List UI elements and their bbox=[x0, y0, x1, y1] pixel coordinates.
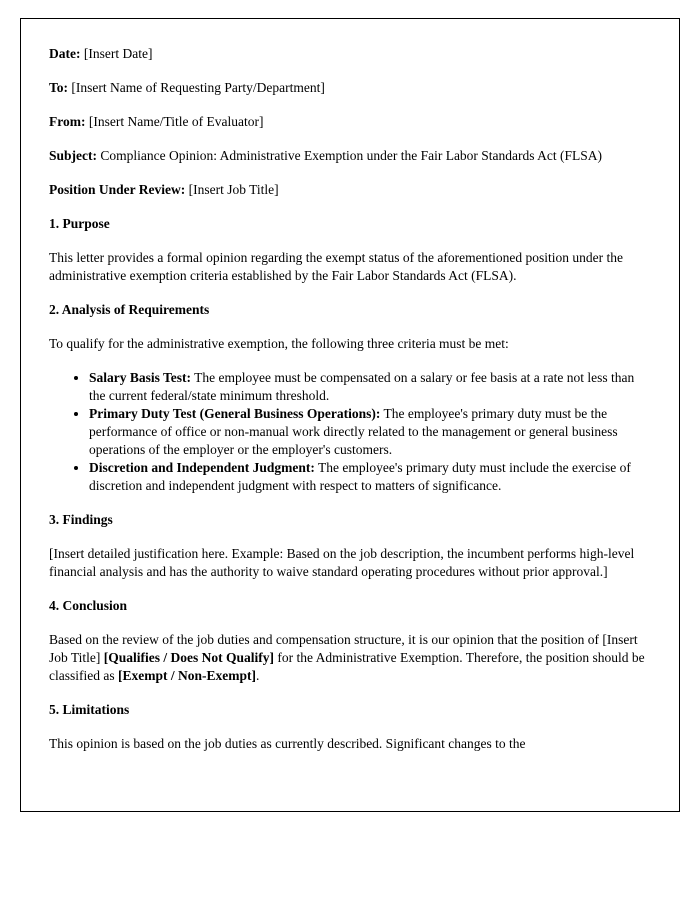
conclusion-body bbox=[49, 631, 651, 685]
position-value: [Insert Job Title] bbox=[185, 182, 279, 197]
to-line bbox=[49, 79, 651, 97]
conclusion-exempt-bold: [Exempt / Non-Exempt] bbox=[117, 668, 256, 683]
from-label: From: bbox=[49, 114, 86, 129]
subject-value: Compliance Opinion: Administrative Exemption under the Fair Labor Standards Act (FLSA) bbox=[97, 148, 603, 163]
purpose-body: This letter provides a formal opinion regarding the exempt status of the aforementioned position under the administrative exemption criteria established by the Fair Labor Standards Act (FLSA). bbox=[49, 250, 623, 283]
date-value: [Insert Date] bbox=[80, 46, 153, 61]
list-item bbox=[89, 405, 651, 459]
date-line bbox=[49, 45, 651, 63]
from-line bbox=[49, 113, 651, 131]
limitations-body: This opinion is based on the job duties as currently described. Significant changes to the bbox=[49, 736, 526, 751]
limitations-heading: 5. Limitations bbox=[49, 702, 130, 717]
subject-line bbox=[49, 147, 651, 165]
to-value: [Insert Name of Requesting Party/Department] bbox=[68, 80, 325, 95]
letter-frame bbox=[20, 18, 680, 812]
analysis-intro: To qualify for the administrative exemption, the following three criteria must be met: bbox=[49, 336, 509, 351]
date-label: Date: bbox=[49, 46, 81, 61]
to-label: To: bbox=[49, 80, 69, 95]
subject-label: Subject: bbox=[49, 148, 97, 163]
analysis-heading: 2. Analysis of Requirements bbox=[49, 302, 210, 317]
conclusion-part3: for the Administrative Exemption. Therefore, the position should be classified as bbox=[49, 650, 645, 683]
criterion-text: The employee's primary duty must include the exercise of discretion and independent judgment with respect to matters of significance. bbox=[89, 460, 631, 493]
conclusion-heading: 4. Conclusion bbox=[49, 598, 128, 613]
criterion-text: The employee must be compensated on a salary or fee basis at a rate not less than the current federal/state minimum threshold. bbox=[89, 370, 635, 403]
findings-heading: 3. Findings bbox=[49, 512, 113, 527]
list-item bbox=[89, 369, 651, 405]
criterion-label: Primary Duty Test (General Business Operations): bbox=[89, 406, 381, 421]
position-line bbox=[49, 181, 651, 199]
position-label: Position Under Review: bbox=[49, 182, 186, 197]
findings-body: [Insert detailed justification here. Example: Based on the job description, the incumbent performs high-level financial analysis and has the authority to waive standard operating procedures without prior approval.] bbox=[49, 546, 635, 579]
criterion-label: Discretion and Independent Judgment: bbox=[89, 460, 315, 475]
conclusion-part1: Based on the review of the job duties and compensation structure, it is our opinion that the position of [Insert Job Title] bbox=[49, 632, 638, 665]
list-item bbox=[89, 459, 651, 495]
criterion-text: The employee's primary duty must be the performance of office or non-manual work directly related to the management or general business operations of the employer or the employer's customers. bbox=[89, 406, 618, 457]
criteria-list bbox=[49, 369, 651, 495]
from-value: [Insert Name/Title of Evaluator] bbox=[85, 114, 264, 129]
criterion-label: Salary Basis Test: bbox=[89, 370, 192, 385]
purpose-heading: 1. Purpose bbox=[49, 216, 110, 231]
conclusion-part5: . bbox=[255, 668, 260, 683]
conclusion-qualify-bold: [Qualifies / Does Not Qualify] bbox=[103, 650, 275, 665]
